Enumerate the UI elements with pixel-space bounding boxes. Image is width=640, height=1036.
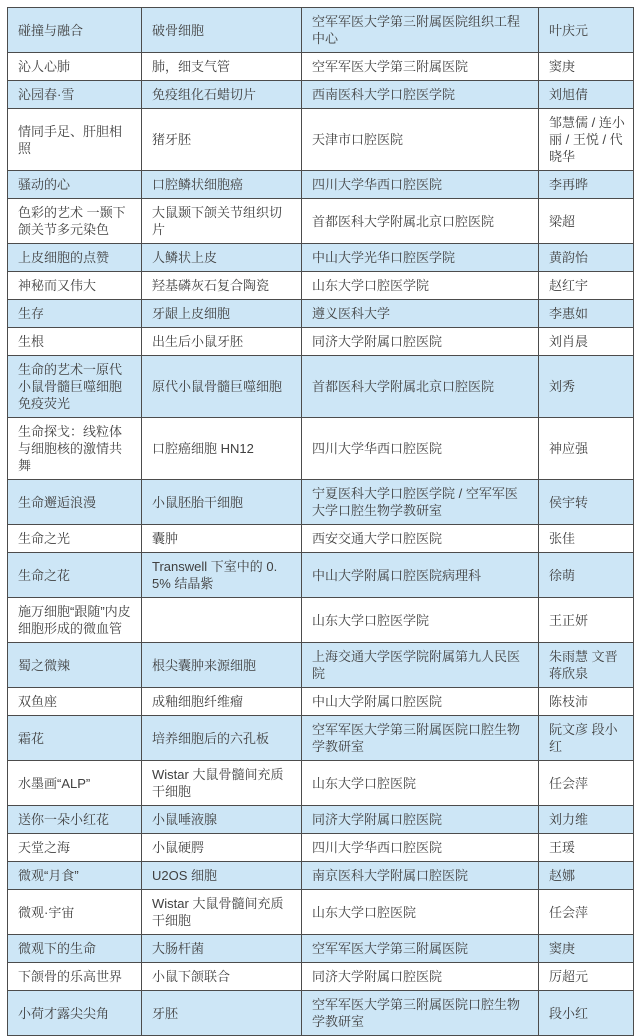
cell-work-title: 微观·宇宙 bbox=[8, 890, 142, 935]
cell-specimen: U2OS 细胞 bbox=[142, 862, 302, 890]
cell-specimen: 小鼠硬腭 bbox=[142, 834, 302, 862]
cell-institution: 空军军医大学第三附属医院 bbox=[302, 53, 539, 81]
cell-authors: 叶庆元 bbox=[539, 8, 634, 53]
cell-institution: 同济大学附属口腔医院 bbox=[302, 806, 539, 834]
cell-work-title: 生命的艺术一原代小鼠骨髓巨噬细胞免疫荧光 bbox=[8, 356, 142, 418]
cell-authors: 刘力维 bbox=[539, 806, 634, 834]
cell-specimen: 牙胚 bbox=[142, 991, 302, 1036]
cell-specimen: 培养细胞后的六孔板 bbox=[142, 716, 302, 761]
cell-work-title: 沁园春·雪 bbox=[8, 81, 142, 109]
cell-specimen: 原代小鼠骨髓巨噬细胞 bbox=[142, 356, 302, 418]
cell-institution: 山东大学口腔医学院 bbox=[302, 272, 539, 300]
cell-institution: 西南医科大学口腔医学院 bbox=[302, 81, 539, 109]
cell-institution: 宁夏医科大学口腔医学院 / 空军军医大学口腔生物学教研室 bbox=[302, 480, 539, 525]
table-row bbox=[8, 272, 634, 300]
cell-work-title: 沁人心肺 bbox=[8, 53, 142, 81]
cell-institution: 首都医科大学附属北京口腔医院 bbox=[302, 199, 539, 244]
cell-institution: 中山大学附属口腔医院病理科 bbox=[302, 553, 539, 598]
cell-specimen: 小鼠唾液腺 bbox=[142, 806, 302, 834]
table-row bbox=[8, 890, 634, 935]
cell-specimen: 猪牙胚 bbox=[142, 109, 302, 171]
cell-institution: 中山大学光华口腔医学院 bbox=[302, 244, 539, 272]
cell-institution: 遵义医科大学 bbox=[302, 300, 539, 328]
cell-authors: 刘旭倩 bbox=[539, 81, 634, 109]
cell-authors: 任会萍 bbox=[539, 890, 634, 935]
cell-authors: 邹慧儒 / 连小丽 / 王悦 / 代晓华 bbox=[539, 109, 634, 171]
cell-specimen: 小鼠胚胎干细胞 bbox=[142, 480, 302, 525]
cell-specimen: 破骨细胞 bbox=[142, 8, 302, 53]
cell-work-title: 送你一朵小红花 bbox=[8, 806, 142, 834]
cell-work-title: 水墨画“ALP” bbox=[8, 761, 142, 806]
table-row bbox=[8, 328, 634, 356]
cell-institution: 四川大学华西口腔医院 bbox=[302, 834, 539, 862]
cell-authors: 段小红 bbox=[539, 991, 634, 1036]
cell-authors: 王正妍 bbox=[539, 598, 634, 643]
table-row bbox=[8, 688, 634, 716]
cell-institution: 空军军医大学第三附属医院 bbox=[302, 935, 539, 963]
cell-work-title: 小荷才露尖尖角 bbox=[8, 991, 142, 1036]
cell-institution: 四川大学华西口腔医院 bbox=[302, 171, 539, 199]
cell-specimen: 囊肿 bbox=[142, 525, 302, 553]
cell-work-title: 微观下的生命 bbox=[8, 935, 142, 963]
cell-authors: 窦庚 bbox=[539, 53, 634, 81]
cell-institution: 山东大学口腔医学院 bbox=[302, 598, 539, 643]
cell-work-title: 生命邂逅浪漫 bbox=[8, 480, 142, 525]
cell-authors: 黄韵怡 bbox=[539, 244, 634, 272]
cell-work-title: 情同手足、肝胆相照 bbox=[8, 109, 142, 171]
cell-specimen: 羟基磷灰石复合陶瓷 bbox=[142, 272, 302, 300]
table-row bbox=[8, 356, 634, 418]
cell-institution: 首都医科大学附属北京口腔医院 bbox=[302, 356, 539, 418]
cell-specimen: 牙龈上皮细胞 bbox=[142, 300, 302, 328]
table-row bbox=[8, 300, 634, 328]
cell-authors: 阮文彦 段小红 bbox=[539, 716, 634, 761]
cell-institution: 山东大学口腔医院 bbox=[302, 890, 539, 935]
cell-authors: 徐萌 bbox=[539, 553, 634, 598]
table-row bbox=[8, 598, 634, 643]
cell-specimen: 成釉细胞纤维瘤 bbox=[142, 688, 302, 716]
cell-work-title: 天堂之海 bbox=[8, 834, 142, 862]
cell-institution: 四川大学华西口腔医院 bbox=[302, 418, 539, 480]
cell-work-title: 生命之光 bbox=[8, 525, 142, 553]
cell-specimen bbox=[142, 598, 302, 643]
cell-institution: 上海交通大学医学院附属第九人民医院 bbox=[302, 643, 539, 688]
cell-authors: 赵红宇 bbox=[539, 272, 634, 300]
cell-specimen: Transwell 下室中的 0.5% 结晶紫 bbox=[142, 553, 302, 598]
cell-authors: 陈枝沛 bbox=[539, 688, 634, 716]
table-row bbox=[8, 525, 634, 553]
cell-authors: 赵娜 bbox=[539, 862, 634, 890]
table-row bbox=[8, 834, 634, 862]
cell-authors: 侯宇转 bbox=[539, 480, 634, 525]
cell-work-title: 施万细胞“跟随”内皮细胞形成的微血管 bbox=[8, 598, 142, 643]
cell-institution: 同济大学附属口腔医院 bbox=[302, 328, 539, 356]
cell-work-title: 双鱼座 bbox=[8, 688, 142, 716]
cell-authors: 神应强 bbox=[539, 418, 634, 480]
cell-authors: 朱雨慧 文晋 蒋欣泉 bbox=[539, 643, 634, 688]
table-row bbox=[8, 53, 634, 81]
cell-specimen: 出生后小鼠牙胚 bbox=[142, 328, 302, 356]
table-row bbox=[8, 244, 634, 272]
cell-authors: 梁超 bbox=[539, 199, 634, 244]
cell-work-title: 蜀之微辣 bbox=[8, 643, 142, 688]
table-row bbox=[8, 862, 634, 890]
table-row bbox=[8, 716, 634, 761]
cell-specimen: 免疫组化石蜡切片 bbox=[142, 81, 302, 109]
cell-institution: 空军军医大学第三附属医院口腔生物学教研室 bbox=[302, 991, 539, 1036]
cell-work-title: 生根 bbox=[8, 328, 142, 356]
cell-work-title: 下颌骨的乐高世界 bbox=[8, 963, 142, 991]
cell-specimen: 口腔鳞状细胞癌 bbox=[142, 171, 302, 199]
cell-specimen: Wistar 大鼠骨髓间充质干细胞 bbox=[142, 761, 302, 806]
cell-work-title: 上皮细胞的点赞 bbox=[8, 244, 142, 272]
artwork-entries-table bbox=[7, 7, 634, 1036]
cell-institution: 西安交通大学口腔医院 bbox=[302, 525, 539, 553]
cell-work-title: 霜花 bbox=[8, 716, 142, 761]
cell-authors: 李惠如 bbox=[539, 300, 634, 328]
cell-work-title: 生存 bbox=[8, 300, 142, 328]
table-row bbox=[8, 418, 634, 480]
table-row bbox=[8, 81, 634, 109]
cell-specimen: 大鼠颞下颌关节组织切片 bbox=[142, 199, 302, 244]
table-row bbox=[8, 553, 634, 598]
cell-specimen: 肺，细支气管 bbox=[142, 53, 302, 81]
table-row bbox=[8, 8, 634, 53]
cell-work-title: 碰撞与融合 bbox=[8, 8, 142, 53]
cell-work-title: 骚动的心 bbox=[8, 171, 142, 199]
cell-authors: 窦庚 bbox=[539, 935, 634, 963]
table-row bbox=[8, 480, 634, 525]
table-row bbox=[8, 991, 634, 1036]
cell-institution: 天津市口腔医院 bbox=[302, 109, 539, 171]
cell-institution: 空军军医大学第三附属医院口腔生物学教研室 bbox=[302, 716, 539, 761]
table-row bbox=[8, 761, 634, 806]
cell-institution: 南京医科大学附属口腔医院 bbox=[302, 862, 539, 890]
cell-specimen: 小鼠下颌联合 bbox=[142, 963, 302, 991]
table-row bbox=[8, 963, 634, 991]
cell-institution: 空军军医大学第三附属医院组织工程中心 bbox=[302, 8, 539, 53]
entries-table-wrap bbox=[7, 7, 633, 1036]
cell-work-title: 微观“月食” bbox=[8, 862, 142, 890]
cell-institution: 同济大学附属口腔医院 bbox=[302, 963, 539, 991]
cell-institution: 山东大学口腔医院 bbox=[302, 761, 539, 806]
cell-authors: 李再晔 bbox=[539, 171, 634, 199]
cell-work-title: 神秘而又伟大 bbox=[8, 272, 142, 300]
cell-authors: 任会萍 bbox=[539, 761, 634, 806]
cell-work-title: 生命之花 bbox=[8, 553, 142, 598]
cell-specimen: 口腔癌细胞 HN12 bbox=[142, 418, 302, 480]
entries-table-body bbox=[8, 8, 634, 1036]
cell-specimen: Wistar 大鼠骨髓间充质干细胞 bbox=[142, 890, 302, 935]
table-row bbox=[8, 109, 634, 171]
cell-authors: 厉超元 bbox=[539, 963, 634, 991]
cell-authors: 王瑗 bbox=[539, 834, 634, 862]
cell-specimen: 大肠杆菌 bbox=[142, 935, 302, 963]
cell-institution: 中山大学附属口腔医院 bbox=[302, 688, 539, 716]
table-row bbox=[8, 935, 634, 963]
table-row bbox=[8, 199, 634, 244]
table-row bbox=[8, 643, 634, 688]
table-row bbox=[8, 806, 634, 834]
cell-authors: 刘秀 bbox=[539, 356, 634, 418]
cell-work-title: 生命探戈：线粒体与细胞核的激情共舞 bbox=[8, 418, 142, 480]
cell-work-title: 色彩的艺术 一颞下颌关节多元染色 bbox=[8, 199, 142, 244]
cell-authors: 刘肖晨 bbox=[539, 328, 634, 356]
cell-specimen: 根尖囊肿来源细胞 bbox=[142, 643, 302, 688]
cell-specimen: 人鳞状上皮 bbox=[142, 244, 302, 272]
cell-authors: 张佳 bbox=[539, 525, 634, 553]
table-row bbox=[8, 171, 634, 199]
